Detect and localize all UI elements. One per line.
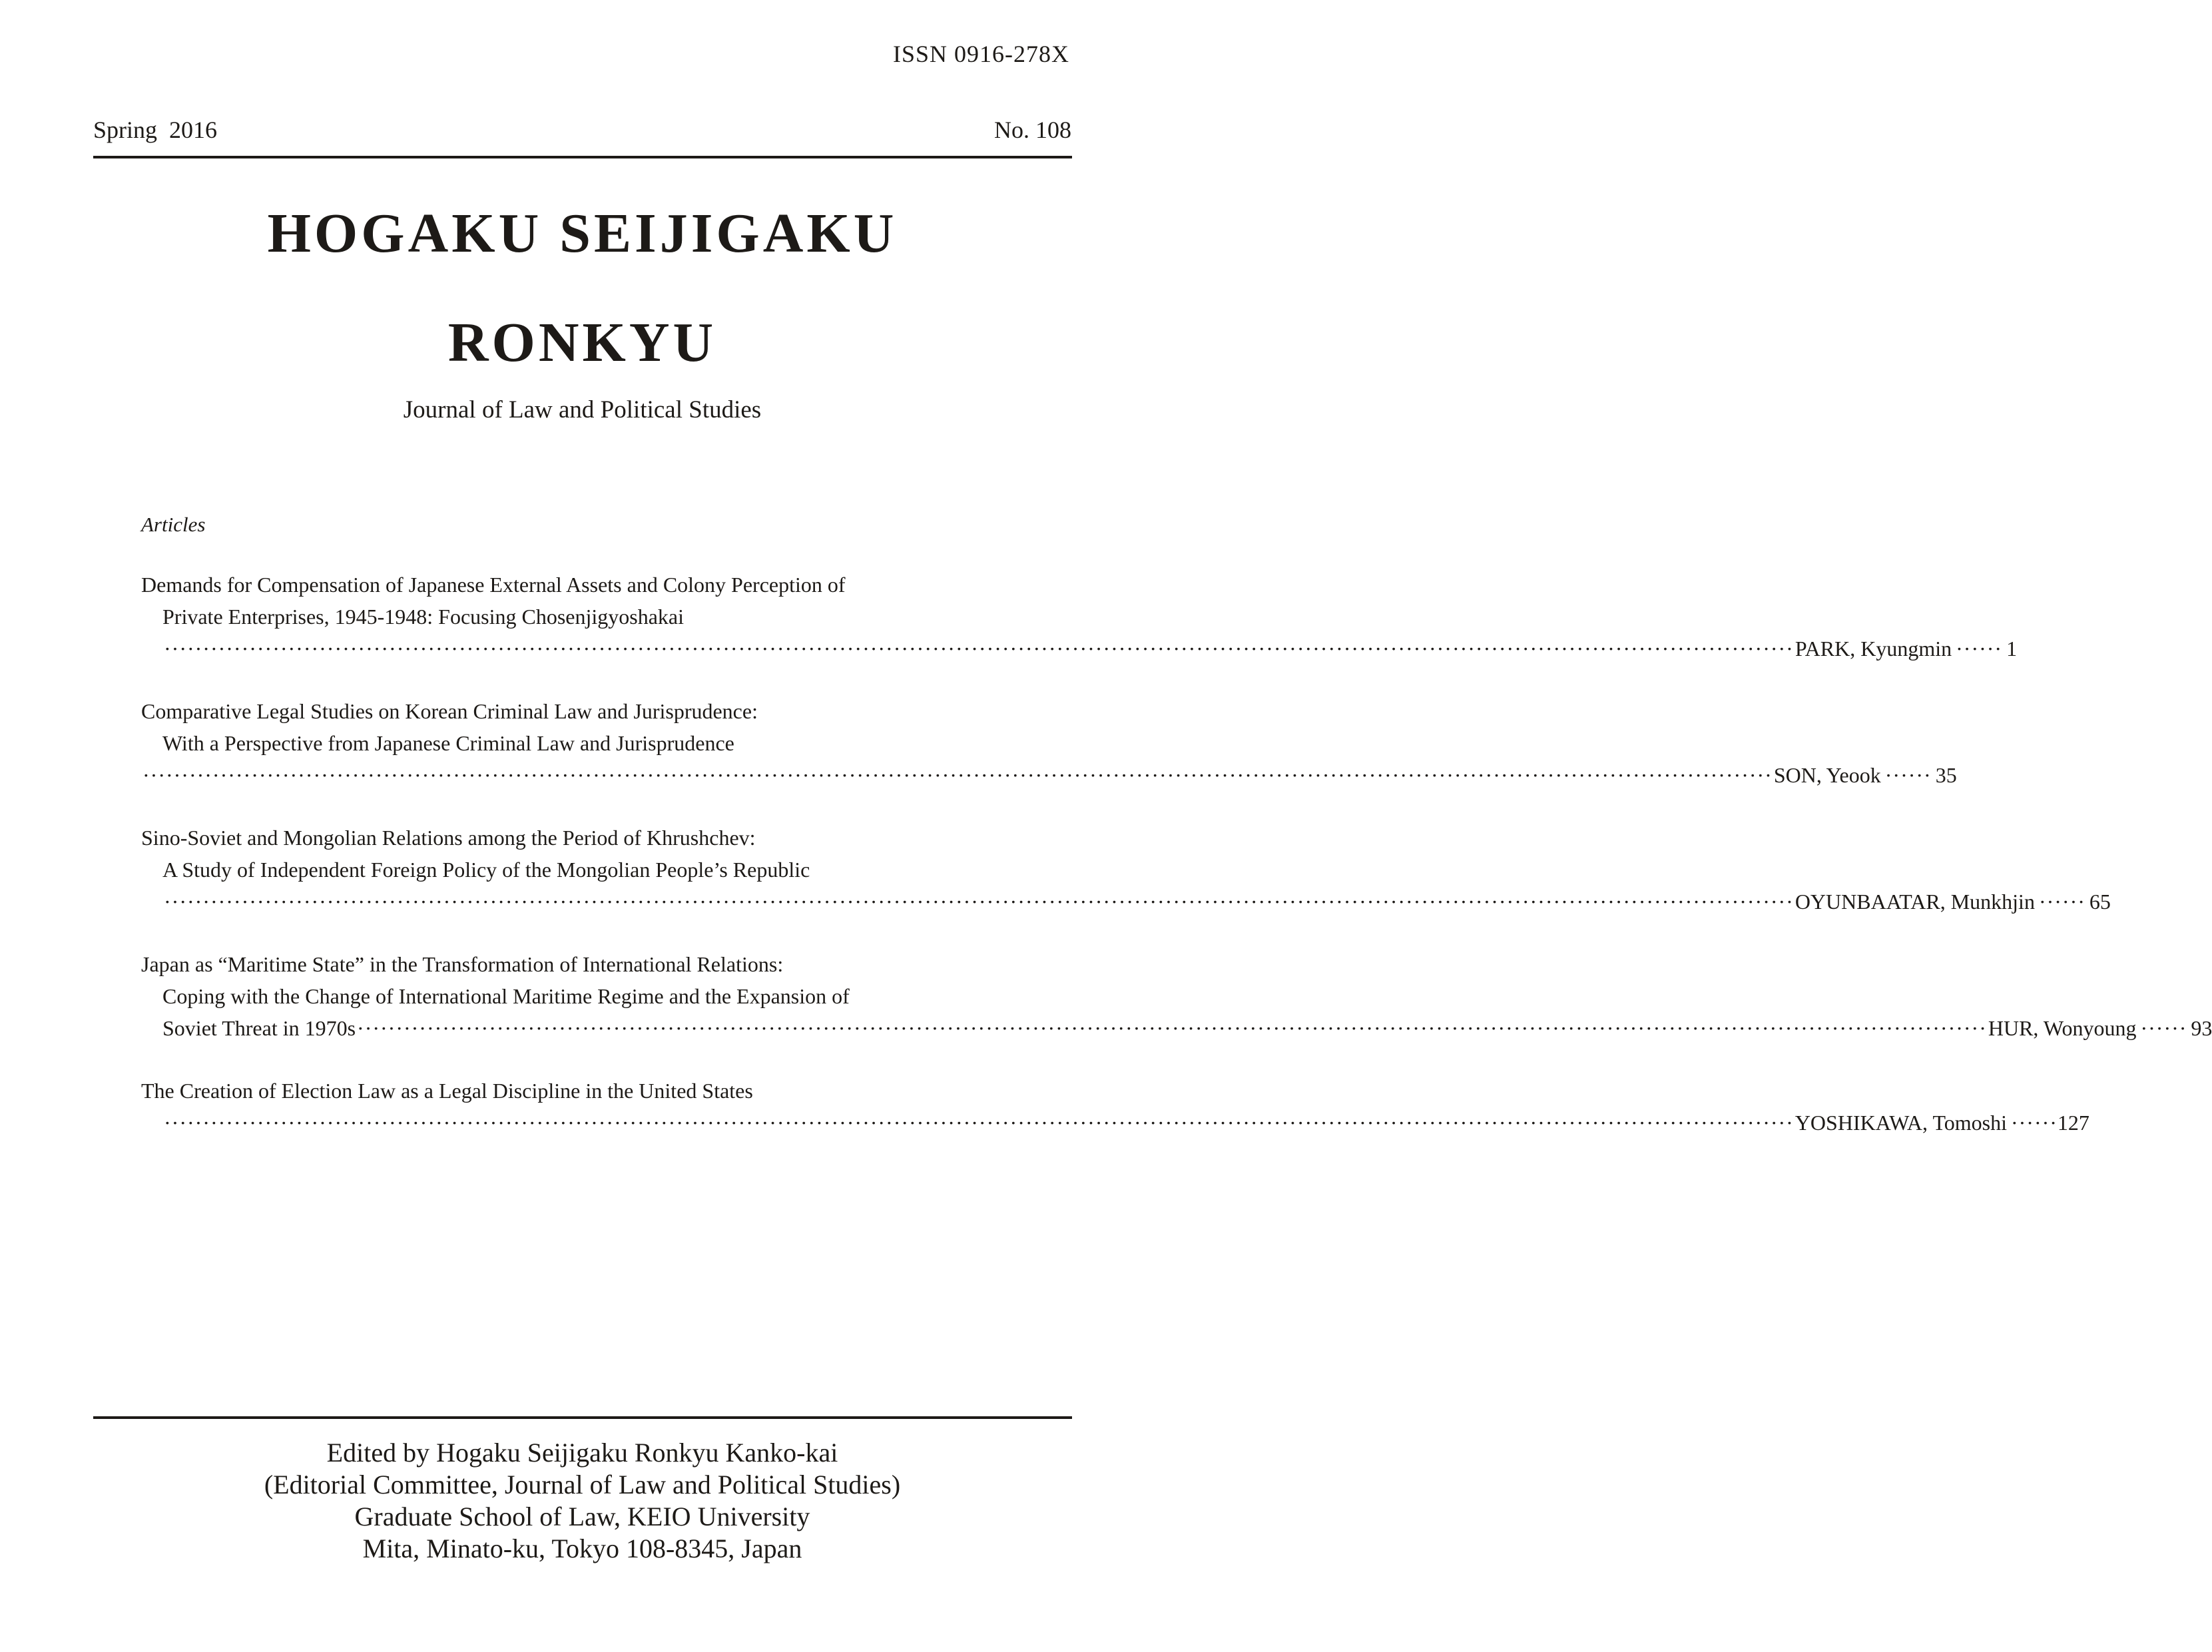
article-page-number: 65 — [2089, 890, 2111, 914]
article-title-line2: With a Perspective from Japanese Criminal Law and Jurisprudence — [162, 731, 734, 755]
dot-leader-short: ······ — [2038, 890, 2085, 914]
issn-number: ISSN 0916-278X — [892, 41, 1069, 67]
imprint-line1: Edited by Hogaku Seijigaku Ronkyu Kanko-kai — [326, 1438, 838, 1468]
top-rule — [93, 156, 1072, 158]
bottom-rule — [93, 1416, 1072, 1419]
article-leader-row — [141, 633, 2018, 665]
dot-leader: ·················································································································································································································· — [164, 637, 1794, 661]
article-title-line1: Sino-Soviet and Mongolian Relations among the Period of Khrushchev: — [141, 826, 756, 850]
toc-article[interactable] — [141, 822, 2111, 918]
article-author: SON, Yeook — [1773, 763, 1881, 787]
imprint-line2: (Editorial Committee, Journal of Law and Political Studies) — [264, 1470, 901, 1500]
article-page-number: 127 — [2057, 1111, 2089, 1135]
toc-article[interactable] — [141, 948, 2212, 1044]
journal-title-line2: RONKYU — [447, 312, 717, 374]
article-page-number: 1 — [2006, 637, 2018, 661]
dot-leader-short: ······ — [1956, 637, 2003, 661]
dot-leader: ·················································································································································································································· — [142, 763, 1773, 787]
article-title-line2: Coping with the Change of International Maritime Regime and the Expansion of — [162, 984, 850, 1008]
publisher-imprint — [0, 1437, 1165, 1565]
article-author: HUR, Wonyoung — [1988, 1016, 2137, 1040]
section-label-articles: Articles — [141, 513, 206, 536]
dot-leader: ·················································································································································································································· — [357, 1016, 1987, 1040]
imprint-line3: Graduate School of Law, KEIO University — [354, 1502, 810, 1531]
article-leader-row — [141, 1012, 2212, 1044]
article-leader-row — [141, 759, 1957, 791]
article-leader-row — [141, 1107, 2089, 1139]
imprint-line4: Mita, Minato-ku, Tokyo 108-8345, Japan — [362, 1533, 802, 1563]
dot-leader-short: ······ — [2010, 1111, 2058, 1135]
journal-subtitle: Journal of Law and Political Studies — [403, 396, 762, 423]
article-title-line3: Soviet Threat in 1970s — [162, 1016, 356, 1040]
article-author: OYUNBAATAR, Munkhjin — [1795, 890, 2035, 914]
article-title-line2: A Study of Independent Foreign Policy of the Mongolian People’s Republic — [162, 858, 810, 882]
article-title-line1: Comparative Legal Studies on Korean Criminal Law and Jurisprudence: — [141, 699, 758, 723]
article-title-line1: Japan as “Maritime State” in the Transformation of International Relations: — [141, 952, 784, 976]
dot-leader-short: ······ — [2140, 1016, 2187, 1040]
toc-article[interactable] — [141, 1075, 2089, 1139]
article-title-line2: Private Enterprises, 1945-1948: Focusing Chosenjigyoshakai — [162, 605, 685, 629]
article-leader-row — [141, 886, 2111, 918]
dot-leader: ·················································································································································································································· — [164, 1111, 1794, 1135]
article-page-number: 93 — [2191, 1016, 2212, 1040]
issue-season: Spring 2016 — [93, 117, 218, 143]
toc-article[interactable] — [141, 569, 2018, 665]
dot-leader-short: ······ — [1884, 763, 1932, 787]
article-title-line1: Demands for Compensation of Japanese External Assets and Colony Perception of — [141, 573, 846, 597]
issue-number: No. 108 — [994, 117, 1071, 143]
article-title-line1: The Creation of Election Law as a Legal Discipline in the United States — [141, 1079, 753, 1103]
dot-leader: ·················································································································································································································· — [164, 890, 1794, 914]
article-page-number: 35 — [1935, 763, 1957, 787]
article-author: YOSHIKAWA, Tomoshi — [1795, 1111, 2007, 1135]
article-author: PARK, Kyungmin — [1795, 637, 1952, 661]
toc-article[interactable] — [141, 695, 1957, 791]
journal-title-line1: HOGAKU SEIJIGAKU — [267, 202, 898, 264]
